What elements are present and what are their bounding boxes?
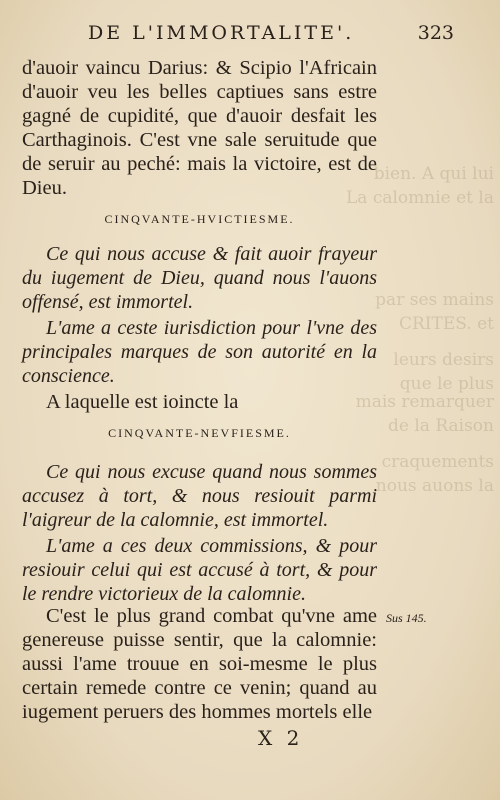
italic-paragraph: L'ame a ces deux commissions, & pour resiouir celui qui est accusé à tort, & pour le rendre victorieux de la calomnie.	[22, 535, 377, 605]
show-through-text: par ses mains	[375, 290, 494, 310]
text-block-2	[22, 242, 377, 314]
show-through-text: nous auons la	[375, 476, 494, 496]
show-through-text: craquements	[381, 452, 494, 472]
show-through-text: La calomnie et la	[346, 188, 494, 208]
page-number: 323	[417, 22, 454, 44]
page-header	[88, 22, 476, 48]
text-block-3	[22, 316, 377, 388]
italic-paragraph: Ce qui nous excuse quand nous sommes accusez à tort, & nous resiouit parmi l'aigreur de la calomnie, est immortel.	[22, 461, 377, 531]
italic-paragraph: L'ame a ceste iurisdiction pour l'vne des principales marques de son autorité en la conscience.	[22, 317, 377, 387]
show-through-text: bien. A qui lui	[373, 164, 494, 184]
text-block-4	[22, 390, 377, 414]
margin-note: Sus 145.	[386, 611, 427, 625]
text-block-7	[22, 604, 377, 724]
show-through-text: leurs desirs	[393, 350, 494, 370]
paragraph: C'est le plus grand combat qu'vne ame genereuse puisse sentir, que la calomnie: aussi l'ame trouue en soi-mesme le plus certain remede contre ce venin; quand au iugement peruers des hommes mortels elle	[22, 605, 377, 723]
signature-mark: X 2	[258, 726, 304, 750]
italic-paragraph: Ce qui nous accuse & fait auoir frayeur du iugement de Dieu, quand nous l'auons offensé, est immortel.	[22, 243, 377, 313]
section-heading: CINQVANTE-NEVFIESME.	[108, 426, 291, 440]
show-through-text: que le plus	[399, 374, 494, 394]
text-block-5	[22, 460, 377, 532]
show-through-text: mais remarquer	[355, 392, 494, 412]
paragraph: d'auoir vaincu Darius: & Scipio l'Africain d'auoir veu les belles captiues sans estre gagné de cupidité, que d'auoir desfait les Carthaginois. C'est vne sale seruitude que de seruir au peché: mais la victoire, est de Dieu.	[22, 57, 377, 199]
paragraph: A laquelle est ioincte la	[46, 391, 239, 413]
section-heading: CINQVANTE-HVICTIESME.	[104, 212, 295, 226]
running-title: DE L'IMMORTALITE'.	[88, 22, 355, 44]
text-block-6	[22, 534, 377, 606]
text-block-1	[22, 56, 377, 200]
show-through-text: CRITES. et	[398, 314, 494, 334]
show-through-text: de la Raison	[388, 416, 494, 436]
